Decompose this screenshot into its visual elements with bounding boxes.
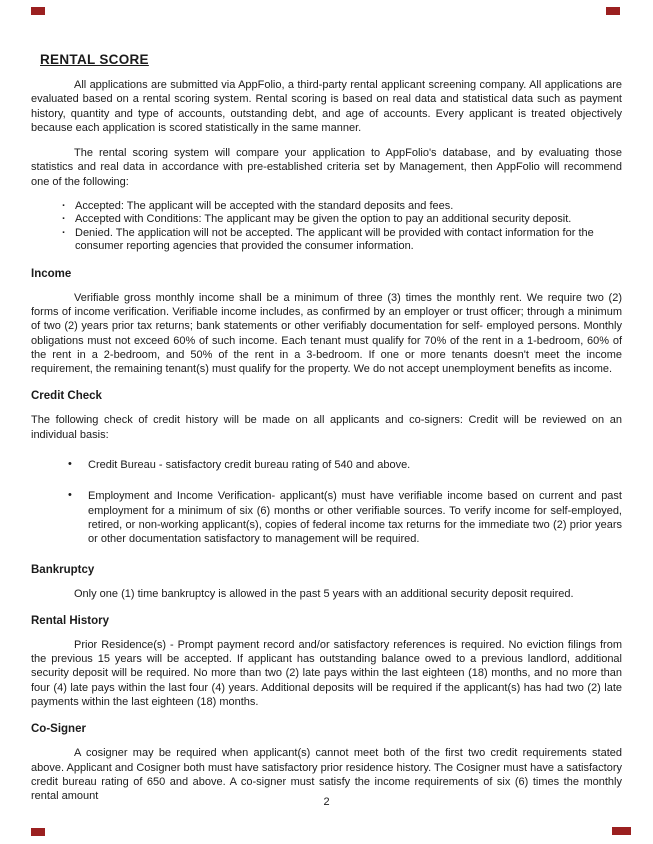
- page-title: RENTAL SCORE: [40, 52, 149, 67]
- list-item-credit-bureau: [68, 458, 622, 472]
- list-item-text: Credit Bureau - satisfactory credit bureau rating of 540 and above.: [88, 459, 411, 472]
- intro-paragraph-2: The rental scoring system will compare your application to AppFolio's database, and by evaluating those statistics and real data in accordance with pre-established criteria set by Management, then AppFolio will recommend one of the following:: [31, 147, 622, 188]
- section-heading-bankruptcy: Bankruptcy: [31, 563, 95, 576]
- co-signer-paragraph: A cosigner may be required when applicant(s) cannot meet both of the first two credit requirements stated above. Applicant and Cosigner both must have satisfactory prior residence history. The Cosigner must have a satisfactory credit bureau rating of 650 and above. A co-signer must satisfy the income requirements of six (6) times the monthly rental amount: [31, 747, 622, 803]
- intro-paragraph-1: All applications are submitted via AppFolio, a third-party rental applicant screening company. All applications are evaluated based on a rental scoring system. Rental scoring is based on real data and statistical data such as payment history, quantity and type of accounts, outstanding debt, and age of accounts. Every applicant is treated objectively because each application is scored statistically in the same manner.: [31, 79, 622, 134]
- page-number: 2: [323, 796, 330, 808]
- bullet-icon: ·: [62, 213, 66, 226]
- rental-history-paragraph: Prior Residence(s) - Prompt payment record and/or satisfactory references is required. No eviction filings from the previous 15 years will be accepted. If applicant has outstanding balance owed to a previous landlord, additional security deposit will be required. No more than two (2) late pays within the last eighteen (18) months, and no more than four (4) late pays within the last four (4) years. Additional deposits will be required if the applicant(s) has had two (2) late payments within the last eighteen (18) months.: [31, 638, 622, 709]
- corner-mark-bottom-right: [612, 827, 631, 835]
- bankruptcy-paragraph: Only one (1) time bankruptcy is allowed in the past 5 years with an additional security deposit required.: [74, 587, 574, 600]
- bullet-icon: •: [68, 458, 72, 471]
- list-item-denied: [62, 227, 622, 254]
- income-paragraph: Verifiable gross monthly income shall be a minimum of three (3) times the monthly rent. We require two (2) forms of income verification. Verifiable income includes, as confirmed by an employer or trust officer; through a minimum of two (2) years prior tax returns; bank statements or other verifiably documentation for self- employed persons. Monthly obligations must not exceed 60% of such income. Each tenant must qualify for 70% of the rent in a 1-bedroom, 60% of the rent in a 2-bedroom, and 50% of the rent in a 3-bedroom. If one or more tenants doesn't meet the income requirement, the remaining tenant(s) must qualify for the property. We do not accept unemployment benefits as income.: [31, 291, 622, 376]
- list-item-accepted-with-conditions: [62, 213, 622, 226]
- section-heading-rental-history: Rental History: [31, 614, 109, 627]
- section-heading-credit-check: Credit Check: [31, 390, 102, 403]
- bullet-icon: ·: [62, 226, 66, 239]
- bullet-icon: ·: [62, 200, 66, 213]
- corner-mark-top-right: [606, 7, 620, 15]
- bullet-icon: •: [68, 489, 72, 502]
- list-item-accepted: [62, 200, 622, 213]
- corner-mark-bottom-left: [31, 828, 45, 836]
- list-item-text: Accepted with Conditions: The applicant may be given the option to pay an additional security deposit.: [75, 213, 572, 226]
- outcome-list: [62, 200, 622, 254]
- credit-check-list: [68, 458, 622, 546]
- section-heading-income: Income: [31, 267, 72, 280]
- credit-check-intro: The following check of credit history will be made on all applicants and co-signers: Credit will be reviewed on an individual basis:: [31, 414, 622, 441]
- list-item-text: Denied. The application will not be accepted. The applicant will be provided with contact information for the consumer reporting agencies that provided the consumer information.: [75, 226, 594, 253]
- section-heading-co-signer: Co-Signer: [31, 723, 86, 736]
- list-item-text: Employment and Income Verification- applicant(s) must have verifiable income based on current and past employment for a minimum of six (6) months or other verifiable sources. To verify income for self-employed, retired, or non-working applicant(s), copies of federal income tax returns for the immediate two (2) prior years or other documentation satisfactory to management will be required.: [88, 490, 622, 546]
- list-item-employment-verification: [68, 489, 622, 546]
- list-item-text: Accepted: The applicant will be accepted with the standard deposits and fees.: [75, 200, 454, 213]
- corner-mark-top-left: [31, 7, 45, 15]
